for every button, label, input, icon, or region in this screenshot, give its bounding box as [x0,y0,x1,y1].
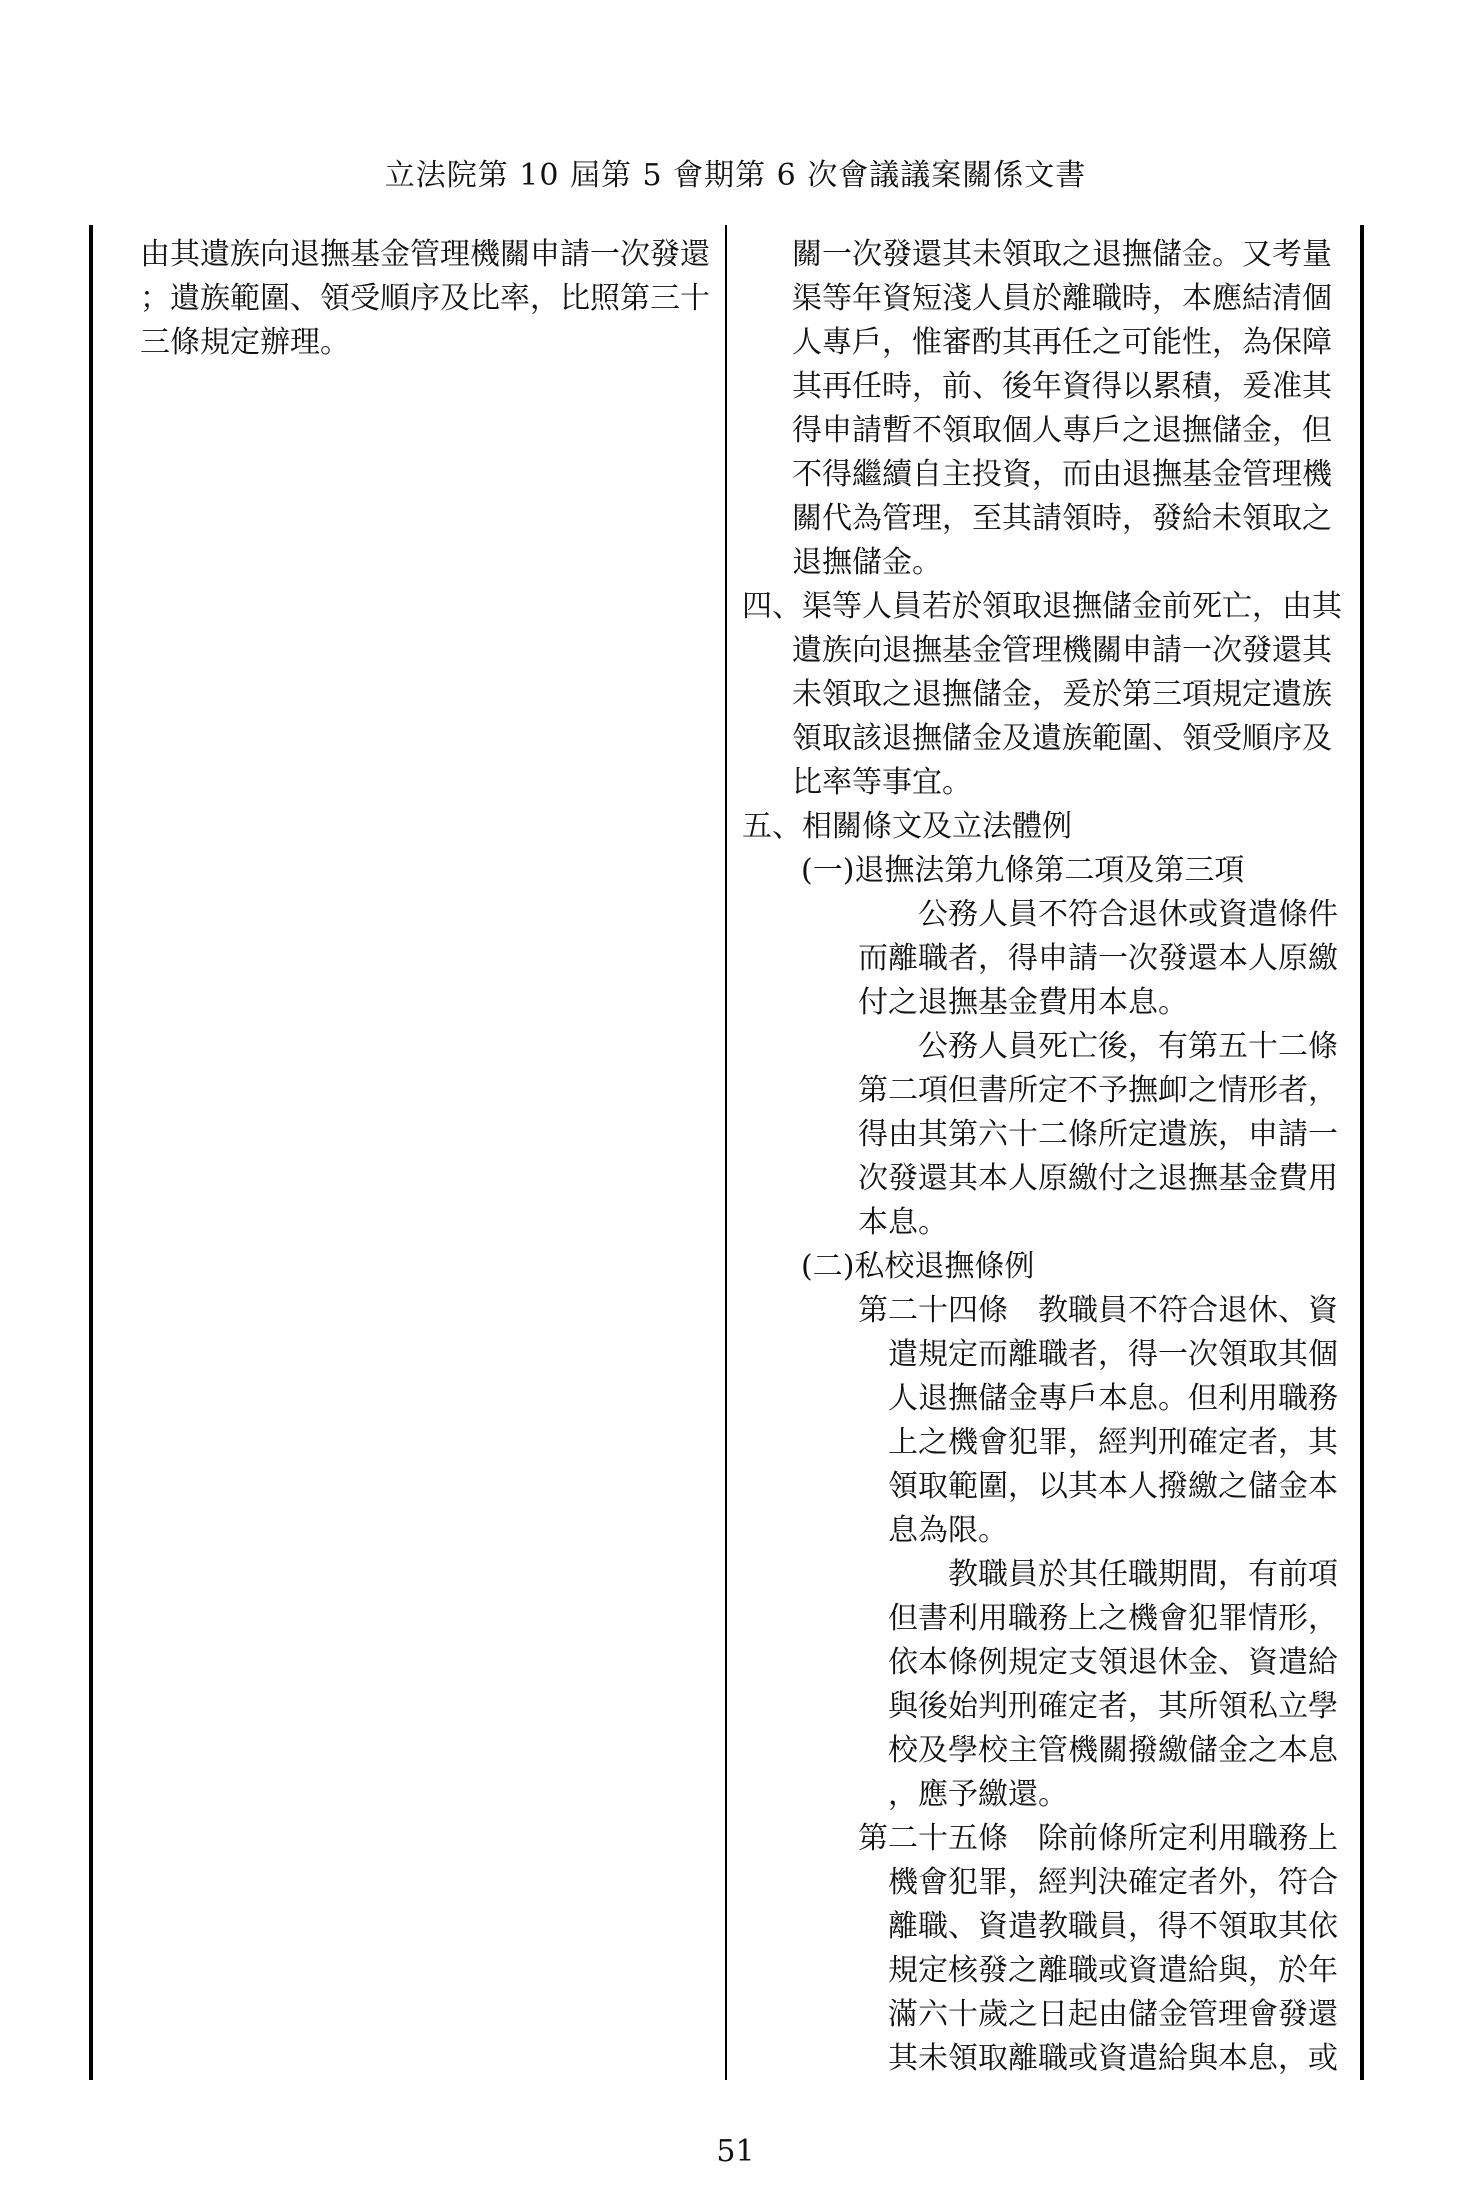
right-column-line: 人專戶，惟審酌其再任之可能性，為保障 [792,325,1332,360]
left-border-rule [89,225,93,2080]
right-column-line: 離職、資遣教職員，得不領取其依 [888,1909,1338,1944]
right-column-line: 退撫儲金。 [792,545,942,580]
right-column-line: 第二項但書所定不予撫卹之情形者， [858,1073,1338,1108]
right-column-line: 機會犯罪，經判決確定者外，符合 [888,1865,1338,1900]
right-column-line: 公務人員不符合退休或資遣條件 [918,897,1338,932]
right-column-line: 領取範圍，以其本人撥繳之儲金本 [888,1469,1338,1504]
right-column-line: 規定核發之離職或資遣給與，於年 [888,1953,1338,1988]
right-column-line: 遣規定而離職者，得一次領取其個 [888,1337,1338,1372]
right-column-line: 本息。 [858,1205,948,1240]
right-column-line: 人退撫儲金專戶本息。但利用職務 [888,1381,1338,1416]
right-column-line: 比率等事宜。 [792,765,972,800]
right-column-line: 關一次發還其未領取之退撫儲金。又考量 [792,237,1332,272]
right-column-line: 付之退撫基金費用本息。 [858,985,1188,1020]
right-column-line: 五、相關條文及立法體例 [742,809,1072,844]
right-column-line: 領取該退撫儲金及遺族範圍、領受順序及 [792,721,1332,756]
right-column-line: 公務人員死亡後，有第五十二條 [918,1029,1338,1064]
right-column-line: 關代為管理，至其請領時，發給未領取之 [792,501,1332,536]
right-column-line: 上之機會犯罪，經判刑確定者，其 [888,1425,1338,1460]
right-column [742,233,1352,2081]
right-column-line: 息為限。 [888,1513,1008,1548]
right-column-line: 未領取之退撫儲金，爰於第三項規定遺族 [792,677,1332,712]
left-column-line: ；遺族範圍、領受順序及比率，比照第三十 [140,281,710,316]
page-number: 51 [716,2134,755,2169]
page-header: 立法院第 10 屆第 5 會期第 6 次會議議案關係文書 [384,158,1087,193]
right-column-line: (二)私校退撫條例 [801,1249,1035,1284]
right-column-line: 渠等年資短淺人員於離職時，本應結清個 [792,281,1332,316]
right-column-line: ，應予繳還。 [888,1777,1068,1812]
right-column-line: 四、渠等人員若於領取退撫儲金前死亡，由其 [742,589,1342,624]
right-column-line: 遺族向退撫基金管理機關申請一次發還其 [792,633,1332,668]
right-column-line: (一)退撫法第九條第二項及第三項 [801,853,1245,888]
right-column-line: 得由其第六十二條所定遺族，申請一 [858,1117,1338,1152]
right-column-line: 其再任時，前、後年資得以累積，爰准其 [792,369,1332,404]
right-column-line: 而離職者，得申請一次發還本人原繳 [858,941,1338,976]
right-column-line: 第二十四條 教職員不符合退休、資 [858,1293,1338,1328]
right-column-line: 與後始判刑確定者，其所領私立學 [888,1689,1338,1724]
left-column-line: 由其遺族向退撫基金管理機關申請一次發還 [140,237,710,272]
right-column-line: 但書利用職務上之機會犯罪情形， [888,1601,1338,1636]
right-column-line: 得申請暫不領取個人專戶之退撫儲金，但 [792,413,1332,448]
left-column-line: 三條規定辦理。 [140,325,350,360]
right-column-line: 第二十五條 除前條所定利用職務上 [858,1821,1338,1856]
right-column-line: 教職員於其任職期間，有前項 [948,1557,1338,1592]
right-column-line: 不得繼續自主投資，而由退撫基金管理機 [792,457,1332,492]
right-column-line: 次發還其本人原繳付之退撫基金費用 [858,1161,1338,1196]
right-column-line: 依本條例規定支領退休金、資遣給 [888,1645,1338,1680]
right-column-line: 校及學校主管機關撥繳儲金之本息 [888,1733,1338,1768]
left-column [140,233,710,365]
right-border-rule [1360,225,1364,2080]
right-column-line: 滿六十歲之日起由儲金管理會發還 [888,1997,1338,2032]
right-column-line: 其未領取離職或資遣給與本息，或 [888,2041,1338,2076]
column-divider [725,225,727,2080]
